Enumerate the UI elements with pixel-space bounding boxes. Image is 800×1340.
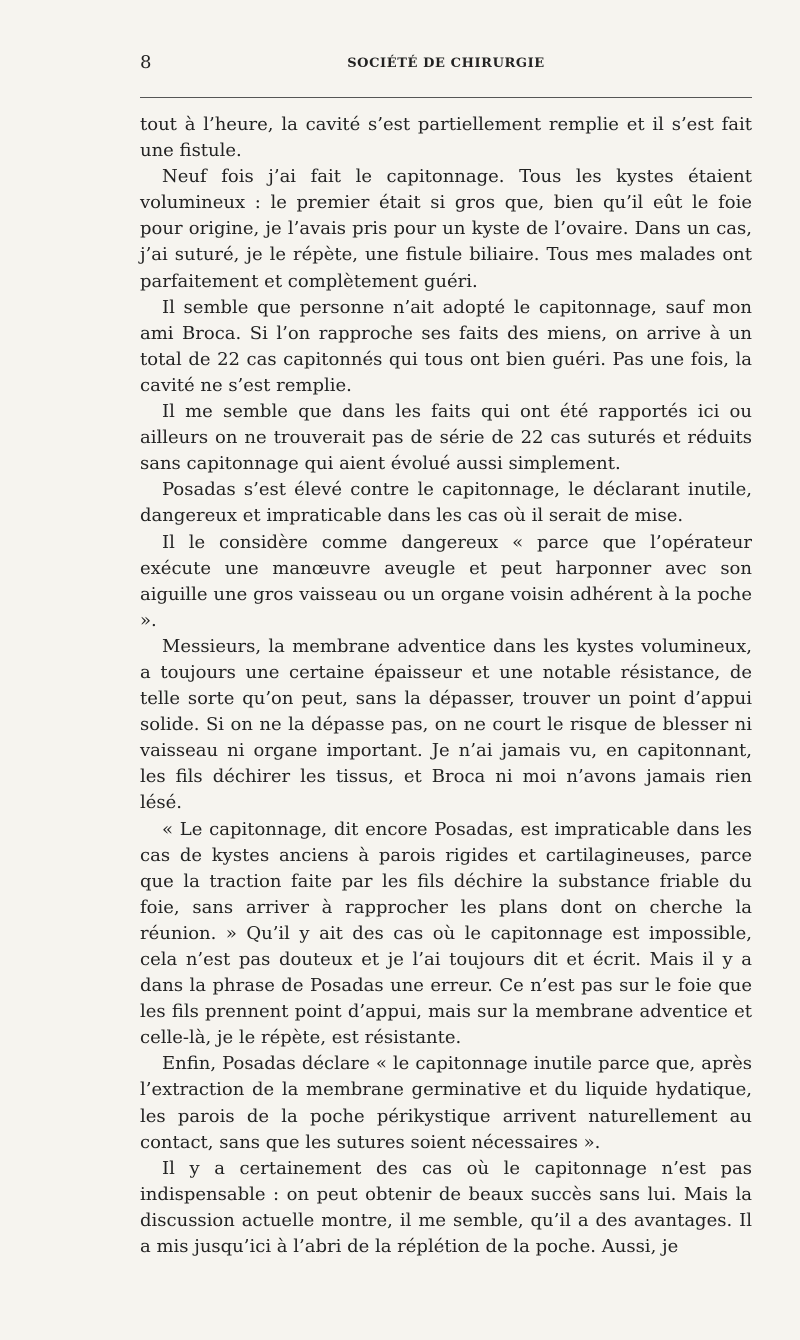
- paragraph: Il le considère comme dangereux « parce que l’opérateur exécute une manœuvre aveugle et peut harponner avec son aiguille une gros vaisseau ou un organe voisin adhérent à la poche ».: [140, 531, 752, 631]
- paragraph: Posadas s’est élevé contre le capitonnage, le déclarant inutile, dangereux et impraticable dans les cas où il serait de mise.: [140, 479, 752, 527]
- paragraph-continued: tout à l’heure, la cavité s’est partiellement remplie et il s’est fait une fistule.: [140, 114, 752, 162]
- paragraph: Il y a certainement des cas où le capitonnage n’est pas indispensable : on peut obtenir de beaux succès sans lui. Mais la discussion actuelle montre, il me semble, qu’il a des avantages. Il a mis jusqu’ici à l’abri de la réplétion de la poche. Aussi, je: [140, 1157, 752, 1258]
- paragraph: Enfin, Posadas déclare « le capitonnage inutile parce que, après l’extraction de la membrane germinative et du liquide hydatique, les parois de la poche périkystique arrivent naturellement au contact, sans que les sutures soient nécessaires ».: [140, 1053, 752, 1153]
- paragraph: Neuf fois j’ai fait le capitonnage. Tous les kystes étaient volumineux : le premier était si gros que, bien qu’il eût le foie pour origine, je l’avais pris pour un kyste de l’ovaire. Dans un cas, j’ai suturé, je le répète, une fistule biliaire. Tous mes malades ont parfaitement et complètement guéri.: [140, 166, 752, 292]
- header-rule: [140, 97, 752, 98]
- paragraph: Messieurs, la membrane adventice dans les kystes volumineux, a toujours une certaine épaisseur et une notable résistance, de telle sorte qu’on peut, sans la dépasser, trouver un point d’appui solide. Si on ne la dépasse pas, on ne court le risque de blesser ni vaisseau ni organe important. Je n’ai jamais vu, en capitonnant, les fils déchirer les tissus, et Broca ni moi n’avons jamais rien lésé.: [140, 635, 752, 814]
- paragraph: Il semble que personne n’ait adopté le capitonnage, sauf mon ami Broca. Si l’on rapproche ses faits des miens, on arrive à un total de 22 cas capitonnés qui tous ont bien guéri. Pas une fois, la cavité ne s’est remplie.: [140, 296, 752, 396]
- body-text: [140, 112, 752, 1260]
- page-header: [140, 52, 752, 82]
- page-number: 8: [140, 52, 152, 73]
- paragraph: « Le capitonnage, dit encore Posadas, est impraticable dans les cas de kystes anciens à parois rigides et cartilagineuses, parce que la traction faite par les fils déchire la substance friable du foie, sans arriver à rapprocher les plans dont on cherche la réunion. » Qu’il y ait des cas où le capitonnage est impossible, cela n’est pas douteux et je l’ai toujours dit et écrit. Mais il y a dans la phrase de Posadas une erreur. Ce n’est pas sur le foie que les fils prennent point d’appui, mais sur la membrane adventice et celle-là, je le répète, est résistante.: [140, 818, 752, 1049]
- paragraph: Il me semble que dans les faits qui ont été rapportés ici ou ailleurs on ne trouverait pas de série de 22 cas suturés et réduits sans capitonnage qui aient évolué aussi simplement.: [140, 401, 752, 475]
- running-title: SOCIÉTÉ DE CHIRURGIE: [347, 56, 545, 71]
